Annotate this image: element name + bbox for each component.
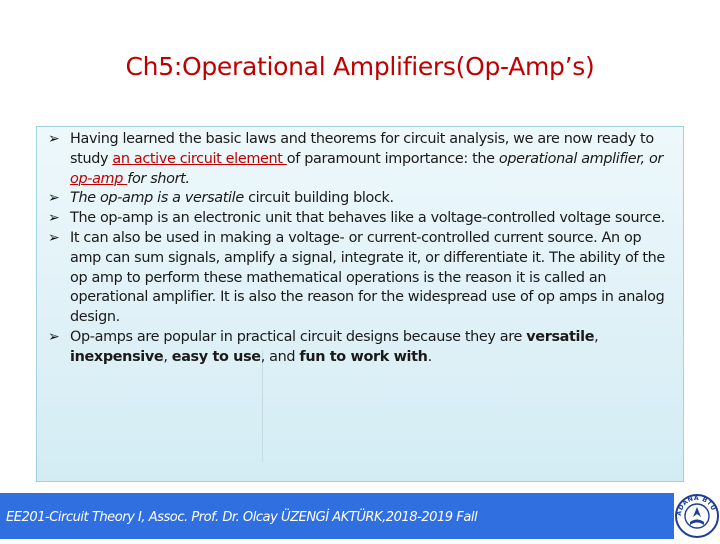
arrowhead-bullet-icon: ➢	[48, 190, 60, 207]
footer-text: EE201-Circuit Theory I, Assoc. Prof. Dr. Olcay ÜZENGİ AKTÜRK,2018-2019 Fall	[6, 510, 478, 525]
bullet-text-segment: Having learned the basic laws and theorems for circuit analysis, we are now ready to study	[70, 131, 654, 167]
arrowhead-bullet-icon: ➢	[48, 210, 60, 227]
italic-text: for short.	[127, 170, 190, 187]
arrowhead-bullet-icon: ➢	[48, 131, 60, 147]
arrowhead-bullet-icon: ➢	[48, 328, 60, 345]
bullet-text-segment: Op-amps are popular in practical circuit designs because they are	[70, 328, 527, 345]
bullet-text-segment: ,	[163, 348, 172, 365]
arrowhead-bullet-icon: ➢	[48, 229, 60, 246]
italic-text: operational amplifier, or	[498, 150, 663, 167]
bullet-text-segment: of paramount importance: the	[286, 150, 499, 167]
bold-text: inexpensive	[70, 348, 164, 365]
slide-title: Ch5:Operational Amplifiers(Op-Amp’s)	[125, 52, 595, 81]
bullet-item	[48, 229, 676, 328]
bullet-text-segment: , and	[260, 348, 300, 365]
university-seal-icon	[674, 492, 720, 540]
bold-text: fun to work with	[299, 348, 428, 365]
seal-ring-text: ADANA BTÜ	[675, 494, 717, 517]
emphasis-text: op-amp	[70, 170, 128, 187]
bold-text: easy to use	[171, 348, 261, 365]
emphasis-text: an active circuit element	[112, 150, 287, 167]
bullet-item	[48, 189, 676, 209]
italic-text: The op-amp is a versatile	[70, 190, 249, 207]
bullet-text-segment: .	[427, 348, 432, 365]
bullet-item	[48, 328, 676, 368]
bold-text: versatile	[526, 328, 595, 345]
bullet-text-segment: ,	[594, 328, 599, 345]
bullet-text-segment: The op-amp is an electronic unit that behaves like a voltage-controlled voltage source.	[70, 210, 665, 227]
bullet-item	[48, 209, 676, 229]
bullet-item	[48, 130, 676, 189]
bullet-text-segment: circuit building block.	[248, 190, 394, 207]
bullet-text-segment: It can also be used in making a voltage- or current-controlled current source. An op amp can sum signals, amplify a signal, integrate it, or differentiate it. The ability of the op amp to perform these mathematical operations is the reason it is called an operational amplifier. It is also the reason for the widespread use of op amps in analog design.	[70, 229, 665, 326]
bullet-list	[48, 130, 676, 368]
